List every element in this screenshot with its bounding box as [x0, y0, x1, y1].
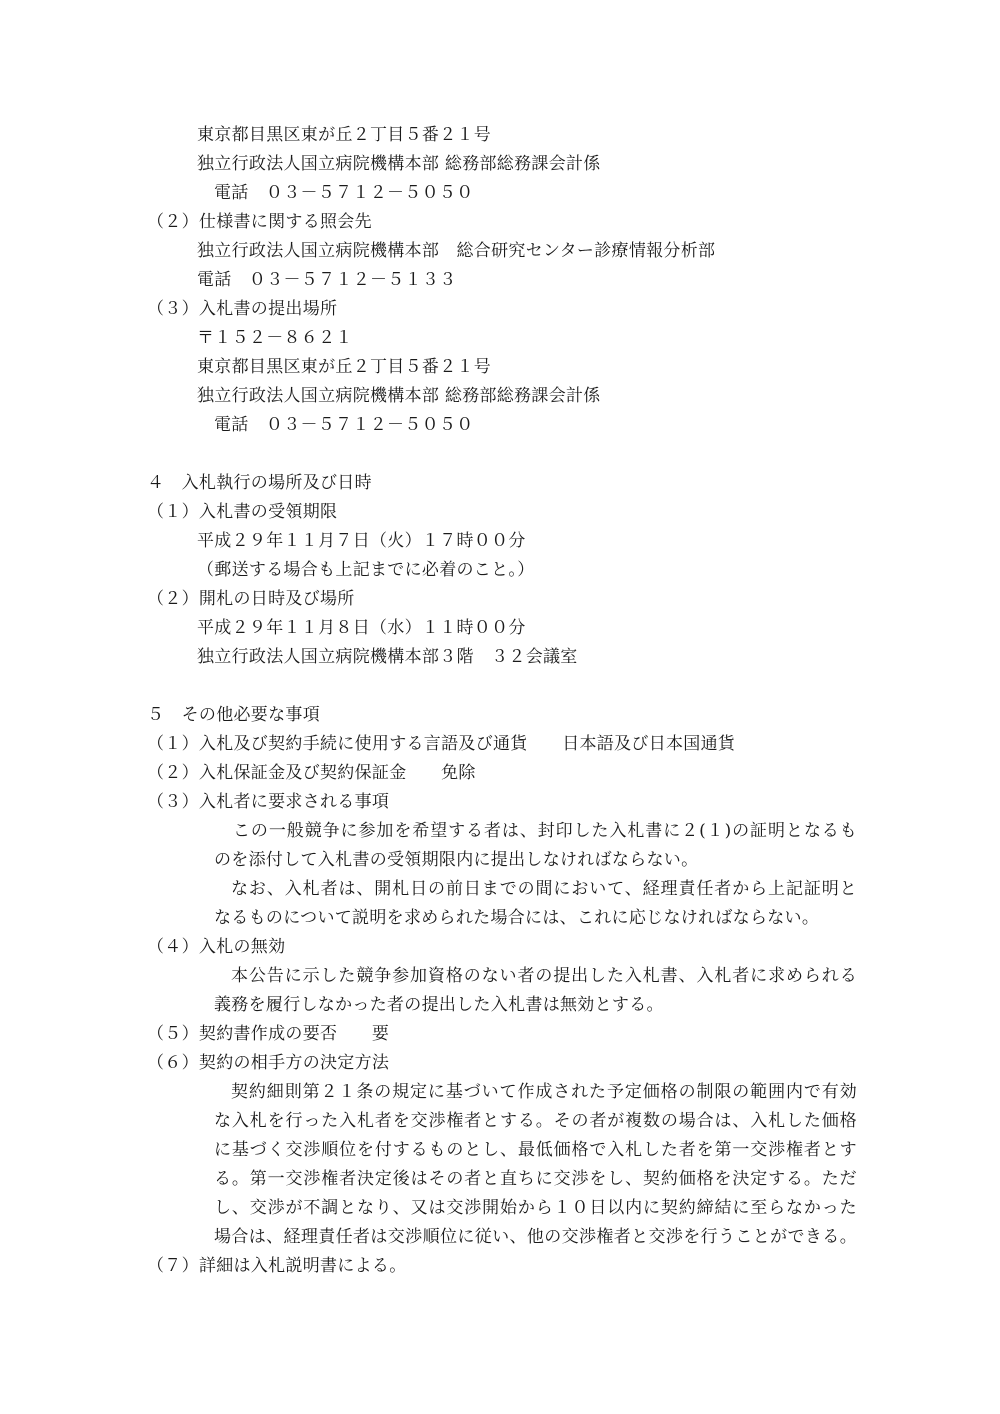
opening-heading: （２）開札の日時及び場所	[147, 589, 355, 609]
submission-office: 独立行政法人国立病院機構本部 総務部総務課会計係	[197, 386, 601, 406]
invalid-bid-line2: 義務を履行しなかった者の提出した入札書は無効とする。	[214, 995, 664, 1015]
counterparty-method-line4: る。第一交渉権者決定後はその者と直ちに交渉をし、契約価格を決定する。ただ	[214, 1169, 857, 1189]
receipt-deadline-note: （郵送する場合も上記までに必着のこと。）	[197, 560, 535, 580]
details-reference: （７）詳細は入札説明書による。	[147, 1256, 407, 1276]
language-currency: （１）入札及び契約手続に使用する言語及び通貨 日本語及び日本国通貨	[147, 734, 736, 754]
postal-code: 〒１５２－８６２１	[197, 328, 353, 348]
spec-inquiry-phone: 電話 ０３－５７１２－５１３３	[197, 270, 457, 290]
submission-address: 東京都目黒区東が丘２丁目５番２１号	[197, 357, 492, 377]
bidder-requirements-para2-line2: なるものについて説明を求められた場合には、これに応じなければならない。	[214, 908, 820, 928]
bidder-requirements-para1-line2: のを添付して入札書の受領期限内に提出しなければならない。	[214, 850, 699, 870]
office-line: 独立行政法人国立病院機構本部 総務部総務課会計係	[197, 154, 601, 174]
section-heading-submission-place: （３）入札書の提出場所	[147, 299, 338, 319]
invalid-bid-heading: （４）入札の無効	[147, 937, 286, 957]
receipt-deadline-heading: （１）入札書の受領期限	[147, 502, 338, 522]
bidder-requirements-para1-line1: この一般競争に参加を希望する者は、封印した入札書に２(１)の証明となるも	[233, 821, 857, 841]
section-5-heading: ５ その他必要な事項	[147, 705, 320, 725]
counterparty-method-line5: し、交渉が不調となり、又は交渉開始から１０日以内に契約締結に至らなかった	[214, 1198, 857, 1218]
receipt-deadline-date: 平成２９年１１月７日（火）１７時００分	[197, 531, 526, 551]
counterparty-method-line3: に基づく交渉順位を付するものとし、最低価格で入札した者を第一交渉権者とす	[214, 1140, 857, 1160]
counterparty-method-heading: （６）契約の相手方の決定方法	[147, 1053, 390, 1073]
opening-place: 独立行政法人国立病院機構本部３階 ３２会議室	[197, 647, 578, 667]
bidder-requirements-para2-line1: なお、入札者は、開札日の前日までの間において、経理責任者から上記証明と	[231, 879, 857, 899]
bidder-requirements-heading: （３）入札者に要求される事項	[147, 792, 390, 812]
spec-inquiry-office: 独立行政法人国立病院機構本部 総合研究センター診療情報分析部	[197, 241, 716, 261]
section-4-heading: ４ 入札執行の場所及び日時	[147, 473, 372, 493]
address-line: 東京都目黒区東が丘２丁目５番２１号	[197, 125, 492, 145]
invalid-bid-line1: 本公告に示した競争参加資格のない者の提出した入札書、入札者に求められる	[231, 966, 857, 986]
submission-phone: 電話 ０３－５７１２－５０５０	[214, 415, 474, 435]
contract-document-requirement: （５）契約書作成の要否 要	[147, 1024, 390, 1044]
counterparty-method-line6: 場合は、経理責任者は交渉順位に従い、他の交渉権者と交渉を行うことができる。	[214, 1227, 857, 1247]
deposit: （２）入札保証金及び契約保証金 免除	[147, 763, 476, 783]
phone-line: 電話 ０３－５７１２－５０５０	[214, 183, 474, 203]
counterparty-method-line1: 契約細則第２１条の規定に基づいて作成された予定価格の制限の範囲内で有効	[231, 1082, 857, 1102]
section-heading-spec-inquiry: （２）仕様書に関する照会先	[147, 212, 372, 232]
opening-date: 平成２９年１１月８日（水）１１時００分	[197, 618, 526, 638]
counterparty-method-line2: な入札を行った入札者を交渉権者とする。その者が複数の場合は、入札した価格	[214, 1111, 857, 1131]
